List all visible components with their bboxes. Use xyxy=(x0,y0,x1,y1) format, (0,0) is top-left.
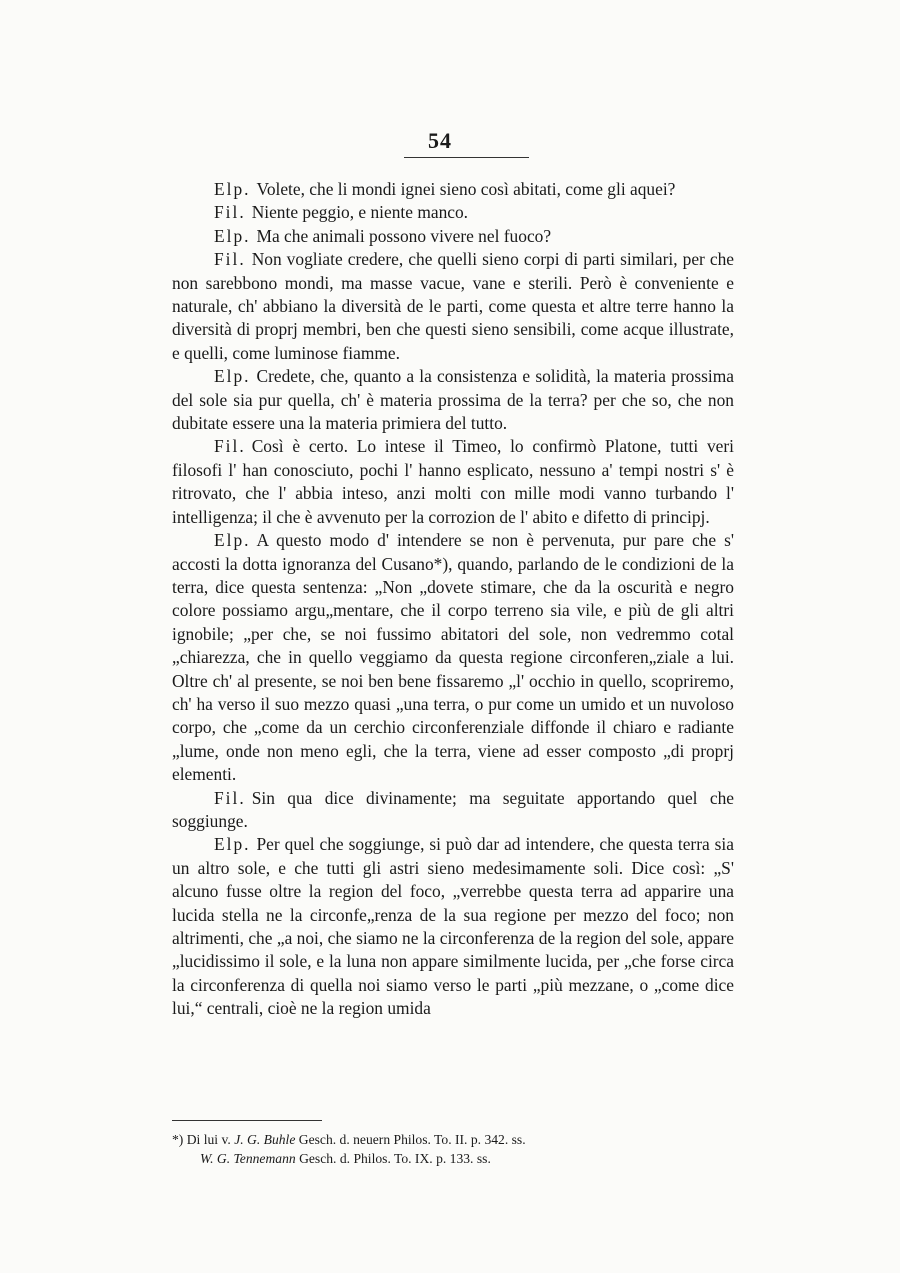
footnote-reference: Gesch. d. neuern Philos. To. II. p. 342. ss. xyxy=(298,1132,526,1147)
footnote-author: J. G. Buhle xyxy=(234,1132,296,1147)
paragraph-text: Non vogliate credere, che quelli sieno corpi di parti similari, per che non sarebbono mondi, ma masse vacue, vane e sterili. Però è conveniente e naturale, ch' abbiano la diversità de le parti, come questa et altre terre hanno la diversità di proprj membri, ben che questi sieno sensibili, come acque illustrate, e quelli, come luminose fiamme. xyxy=(172,249,734,363)
speaker-name: Elp. xyxy=(214,179,251,199)
paragraph xyxy=(172,529,734,786)
paragraph xyxy=(172,178,734,201)
speaker-name: Elp. xyxy=(214,834,251,855)
speaker-name: Elp. xyxy=(214,225,251,246)
paragraph-text: Per quel che soggiunge, si può dar ad intendere, che questa terra sia un altro sole, e che tutti gli astri sieno medesimamente soli. Dice così: „S' alcuno fusse oltre la region del foco, „verrebbe questa terra ad apparire una lucida stella ne la circonfe„renza de la sua regione per mezzo del foco; non altrimenti, che „a noi, che siamo ne la circonferenza de la region del sole, appare „lucidissimo il sole, e la luna non appare similmente lucida, per „che forse circa la circonferenza di quella noi siamo verso le parti „più mezzane, o „come dice lui,“ centrali, cioè ne la region umida xyxy=(172,834,734,1019)
speaker-name: Fil. xyxy=(214,202,246,223)
paragraph-text: Volete, che li mondi ignei sieno così abitati, come gli aquei? xyxy=(256,179,676,199)
speaker-name: Fil. xyxy=(214,436,246,457)
speaker-name: Elp. xyxy=(214,530,251,551)
paragraph xyxy=(172,365,734,435)
paragraph-text: Sin qua dice divinamente; ma seguitate apportando quel che soggiunge. xyxy=(172,787,734,831)
paragraph-text: A questo modo d' intendere se non è pervenuta, pur pare che s' accosti la dotta ignoranza del Cusano*), quando, parlando de le condizioni de la terra, dice questa sentenza: „Non „dovete stimare, che da la oscurità e negro colore possiamo argu„mentare, che il corpo terreno sia vile, e più de gli altri ignobile; „per che, se noi fussimo abitatori del sole, non vedremmo cotal „chiarezza, che in quello veggiamo da questa regione circonferen„ziale a lui. Oltre ch' al presente, se noi ben bene fissaremo „l' occhio in quello, scopriremo, ch' ha verso il suo mezzo quasi „una terra, o pur come un umido et un nuvoloso corpo, che „come da un cerchio circonferenziale diffonde il chiaro e radiante „lume, onde non meno egli, che la terra, viene ad esser composto „di proprj elementi. xyxy=(172,530,734,785)
paragraph-text: Ma che animali possono vivere nel fuoco? xyxy=(256,225,552,246)
footnote xyxy=(172,1130,738,1168)
header-rule xyxy=(404,157,529,158)
footnote-line-2 xyxy=(172,1149,738,1168)
paragraph xyxy=(172,248,734,365)
footnote-marker: *) xyxy=(172,1132,184,1147)
page-number: 54 xyxy=(428,128,452,153)
speaker-name: Fil. xyxy=(214,787,246,808)
footnote-author: W. G. Tennemann xyxy=(200,1151,296,1166)
paragraph xyxy=(172,201,734,224)
footnote-line-1 xyxy=(172,1130,738,1149)
paragraph xyxy=(172,787,734,834)
paragraph xyxy=(172,435,734,529)
speaker-name: Fil. xyxy=(214,249,246,270)
footnote-rule xyxy=(172,1120,322,1121)
footnote-reference: Gesch. d. Philos. To. IX. p. 133. ss. xyxy=(299,1151,491,1166)
paragraph xyxy=(172,225,734,248)
speaker-name: Elp. xyxy=(214,366,251,387)
paragraph xyxy=(172,833,734,1020)
footnote-prefix: Di lui v. xyxy=(186,1132,231,1147)
paragraph-text: Credete, che, quanto a la consistenza e solidità, la materia prossima del sole sia pur quella, ch' è materia prossima de la terra? per che so, che non dubitate essere una la materia primiera del tutto. xyxy=(172,366,734,434)
dialogue-text xyxy=(172,178,734,1021)
paragraph-text: Niente peggio, e niente manco. xyxy=(251,202,469,223)
paragraph-text: Così è certo. Lo intese il Timeo, lo confirmò Platone, tutti veri filosofi l' han conosciuto, pochi l' hanno esplicato, nessuno a' tempi nostri s' è ritrovato, che l' abbia inteso, anzi molti con mille modi vanno turbando l' intelligenza; il che è avvenuto per la corrozion de l' abito e difetto di principj. xyxy=(172,436,734,527)
